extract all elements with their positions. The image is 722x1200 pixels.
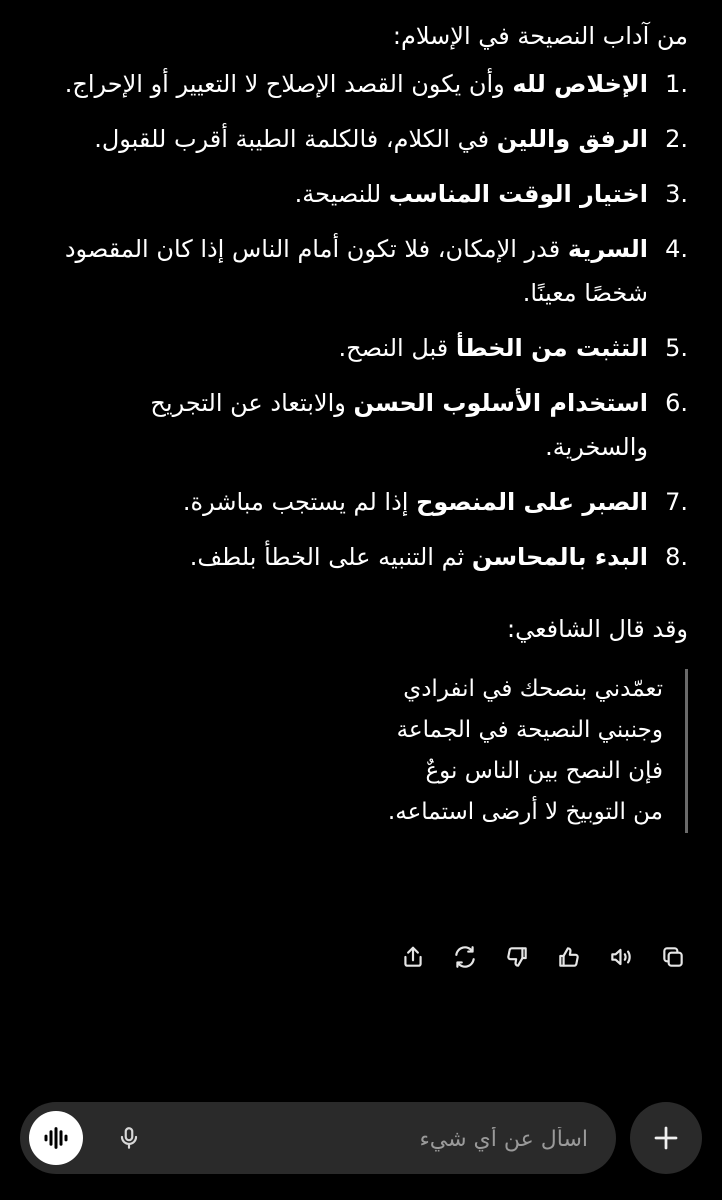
list-item-text: ثم التنبيه على الخطأ بلطف. [189, 543, 472, 571]
list-item-number: 5. [665, 334, 688, 362]
list-item-title: الإخلاص لله [512, 70, 648, 98]
etiquette-list [40, 62, 688, 579]
list-item-title: الصبر على المنصوح [416, 488, 648, 516]
poem-line: وجنبني النصيحة في الجماعة [396, 717, 663, 743]
voice-waveform-icon [41, 1123, 71, 1153]
list-item-text: للنصيحة. [294, 180, 389, 208]
list-item-number: 3. [665, 180, 688, 208]
list-item-text: وأن يكون القصد الإصلاح لا التعيير أو الإحراج. [64, 70, 513, 98]
list-item [40, 480, 688, 524]
poem-line: من التوبيخ لا أرضى استماعه. [387, 799, 663, 825]
add-attachment-button[interactable] [630, 1102, 702, 1174]
list-item-number: 8. [665, 543, 688, 571]
copy-button[interactable] [656, 940, 690, 974]
list-item-text: في الكلام، فالكلمة الطيبة أقرب للقبول. [94, 125, 497, 153]
microphone-icon [116, 1125, 142, 1151]
composer-bar [20, 1102, 616, 1174]
thumbs-down-button[interactable] [500, 940, 534, 974]
thumbs-up-button[interactable] [552, 940, 586, 974]
list-item [40, 172, 688, 216]
regenerate-icon [452, 944, 478, 970]
list-item-text: والابتعاد عن التجريح والسخرية. [150, 389, 648, 461]
list-item-number: 2. [665, 125, 688, 153]
list-item [40, 326, 688, 370]
list-item [40, 62, 688, 106]
list-item [40, 117, 688, 161]
dictation-button[interactable] [112, 1121, 146, 1155]
list-item [40, 381, 688, 469]
poem-line: فإن النصح بين الناس نوعٌ [425, 758, 663, 784]
thumbs-down-icon [504, 944, 530, 970]
quote-intro: وقد قال الشافعي: [507, 615, 688, 643]
message-actions [396, 940, 690, 974]
regenerate-button[interactable] [448, 940, 482, 974]
list-item-number: 4. [665, 235, 688, 263]
list-item-text: قبل النصح. [338, 334, 456, 362]
list-item-title: التثبت من الخطأ [455, 334, 648, 362]
list-item-number: 6. [665, 389, 688, 417]
poem-line: تعمّدني بنصحك في انفرادي [403, 676, 663, 702]
message-input[interactable] [186, 1102, 590, 1176]
list-item-title: استخدام الأسلوب الحسن [353, 389, 648, 417]
list-item [40, 227, 688, 315]
list-item-title: الرفق واللين [496, 125, 648, 153]
poem-blockquote [343, 669, 688, 833]
share-button[interactable] [396, 940, 430, 974]
list-item-number: 7. [665, 488, 688, 516]
list-item-text: إذا لم يستجب مباشرة. [182, 488, 417, 516]
message-intro: من آداب النصيحة في الإسلام: [392, 22, 688, 50]
voice-mode-button[interactable] [29, 1111, 83, 1165]
list-item-number: 1. [665, 70, 688, 98]
read-aloud-button[interactable] [604, 940, 638, 974]
read-aloud-icon [608, 944, 634, 970]
copy-icon [660, 944, 686, 970]
thumbs-up-icon [556, 944, 582, 970]
list-item [40, 535, 688, 579]
list-item-text: قدر الإمكان، فلا تكون أمام الناس إذا كان المقصود شخصًا معينًا. [64, 235, 648, 307]
list-item-title: السرية [567, 235, 648, 263]
list-item-title: البدء بالمحاسن [471, 543, 648, 571]
share-icon [400, 944, 426, 970]
plus-icon [651, 1123, 681, 1153]
list-item-title: اختيار الوقت المناسب [388, 180, 648, 208]
